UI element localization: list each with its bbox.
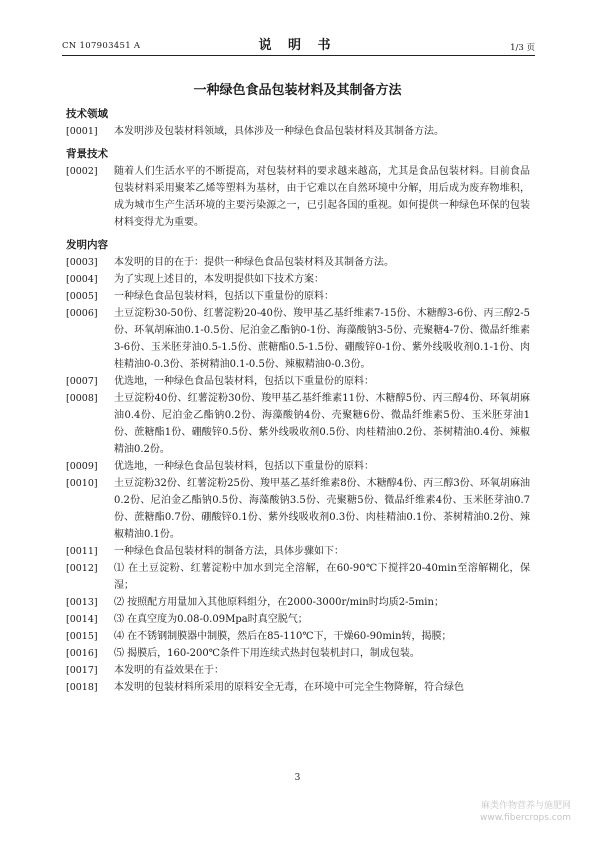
paragraph [66, 373, 530, 390]
paragraph-number: [0010] [66, 478, 98, 489]
watermark [480, 800, 571, 824]
paragraph-number: [0006] [66, 308, 98, 319]
document-title: 一种绿色食品包装材料及其制备方法 [193, 83, 402, 98]
paragraph-number: [0008] [66, 393, 98, 404]
paragraph-text: 随着人们生活水平的不断提高，对包装材料的要求越来越高，尤其是食品包装材料。目前食品包装材料采用聚苯乙烯等塑料为基材，由于它难以在自然环境中分解，用后成为废弃物堆积，成为城市生产生活环境的主要污染源之一，已引起各国的重视。如何提供一种绿色环保的包装材料变得尤为重要。 [114, 166, 530, 228]
page-indicator: 1/3 页 [510, 43, 535, 53]
publication-number: CN 107903451 A [62, 41, 141, 51]
paragraph-text: ⑸ 揭膜后，160-200℃条件下用连续式热封包装机封口，制成包装。 [114, 648, 420, 659]
paragraph-number: [0017] [66, 665, 98, 676]
paragraph [66, 611, 530, 628]
section-heading: 技术领域 [66, 108, 108, 120]
paragraph [66, 288, 530, 305]
paragraph-number: [0007] [66, 376, 98, 387]
paragraph [66, 679, 530, 696]
paragraph-number: [0014] [66, 614, 98, 625]
paragraph-text: ⑵ 按照配方用量加入其他原料组分，在2000-3000r/min时均质2-5min； [114, 597, 444, 608]
paragraph [66, 475, 530, 543]
paragraph-number: [0015] [66, 631, 98, 642]
paragraph [66, 254, 530, 271]
paragraph-text: 本发明的目的在于：提供一种绿色食品包装材料及其制备方法。 [114, 257, 394, 268]
watermark-url: www.fibercrops.com [480, 813, 571, 823]
paragraph-number: [0018] [66, 682, 98, 693]
paragraph-text: 一种绿色食品包装材料，包括以下重量份的原料： [114, 291, 334, 302]
paragraph-text: 本发明的有益效果在于： [114, 665, 224, 676]
paragraph-number: [0012] [66, 563, 98, 574]
paragraph-text: 为了实现上述目的，本发明提供如下技术方案： [114, 274, 324, 285]
paragraph-text: 土豆淀粉40份、红薯淀粉30份、羧甲基乙基纤维素11份、木糖醇5份、丙三醇4份、环氧胡麻油0.4份、尼泊金乙酯钠0.2份、海藻酸钠4份、壳聚糖6份、微晶纤维素5份、玉米胚芽油1份、蔗糖酯1份、硼酸锌0.5份、紫外线吸收剂0.5份、肉桂精油0.2份、茶树精油0.4份、辣椒精油0.2份。 [114, 393, 530, 455]
page-header [0, 0, 595, 60]
paragraph-text: 本发明涉及包装材料领域，具体涉及一种绿色食品包装材料及其制备方法。 [114, 126, 444, 137]
section-heading: 发明内容 [66, 239, 108, 251]
paragraph [66, 458, 530, 475]
paragraph-number: [0003] [66, 257, 98, 268]
paragraph-text: 优选地，一种绿色食品包装材料，包括以下重量份的原料： [114, 461, 374, 472]
header-divider [62, 55, 535, 56]
paragraph [66, 594, 530, 611]
paragraph-number: [0004] [66, 274, 98, 285]
paragraph [66, 645, 530, 662]
paragraph-number: [0005] [66, 291, 98, 302]
document-body [66, 106, 530, 696]
document-type: 说 明 书 [258, 38, 337, 53]
paragraph-text: 本发明的包装材料所采用的原料安全无毒，在环境中可完全生物降解，符合绿色 [114, 682, 464, 693]
paragraph [66, 543, 530, 560]
paragraph [66, 305, 530, 373]
paragraph [66, 628, 530, 645]
paragraph [66, 123, 530, 140]
paragraph-text: 土豆淀粉32份、红薯淀粉25份、羧甲基乙基纤维素8份、木糖醇4份、丙三醇3份、环氧胡麻油0.2份、尼泊金乙酯钠0.5份、海藻酸钠3.5份、壳聚糖5份、微晶纤维素4份、玉米胚芽油0.7份、蔗糖酯0.7份、硼酸锌0.1份、紫外线吸收剂0.3份、肉桂精油0.1份、茶树精油0.2份、辣椒精油0.1份。 [114, 478, 530, 540]
paragraph-number: [0001] [66, 126, 98, 137]
paragraph [66, 390, 530, 458]
paragraph-number: [0011] [66, 546, 98, 557]
paragraph-text: ⑷ 在不锈钢制膜器中制膜，然后在85-110℃下，干燥60-90min转，揭膜； [114, 631, 452, 642]
paragraph-number: [0016] [66, 648, 98, 659]
paragraph [66, 271, 530, 288]
paragraph-text: 土豆淀粉30-50份、红薯淀粉20-40份、羧甲基乙基纤维素7-15份、木糖醇3-6份、丙三醇2-5份、环氧胡麻油0.1-0.5份、尼泊金乙酯钠0-1份、海藻酸钠3-5份、壳聚糖4-7份、微晶纤维素3-6份、玉米胚芽油0.5-1.5份、蔗糖酯0.5-1.5份、硼酸锌0-1份、紫外线吸收剂0.1-1份、肉桂精油0-0.3份、茶树精油0.1-0.5份、辣椒精油0-0.3份。 [114, 308, 530, 370]
paragraph-number: [0013] [66, 597, 98, 608]
page-number: 3 [294, 773, 301, 783]
paragraph [66, 662, 530, 679]
paragraph-text: 优选地，一种绿色食品包装材料，包括以下重量份的原料： [114, 376, 374, 387]
paragraph-text: ⑶ 在真空度为0.08-0.09Mpa时真空脱气； [114, 614, 308, 625]
watermark-line: 麻类作物营养与施肥网 [480, 801, 571, 811]
paragraph-number: [0009] [66, 461, 98, 472]
paragraph-text: ⑴ 在土豆淀粉、红薯淀粉中加水到完全溶解，在60-90℃下搅拌20-40min至溶解糊化，保湿； [114, 563, 530, 591]
paragraph [66, 560, 530, 594]
paragraph [66, 163, 530, 231]
section-heading: 背景技术 [66, 148, 108, 160]
paragraph-text: 一种绿色食品包装材料的制备方法，具体步骤如下： [114, 546, 344, 557]
paragraph-number: [0002] [66, 166, 98, 177]
